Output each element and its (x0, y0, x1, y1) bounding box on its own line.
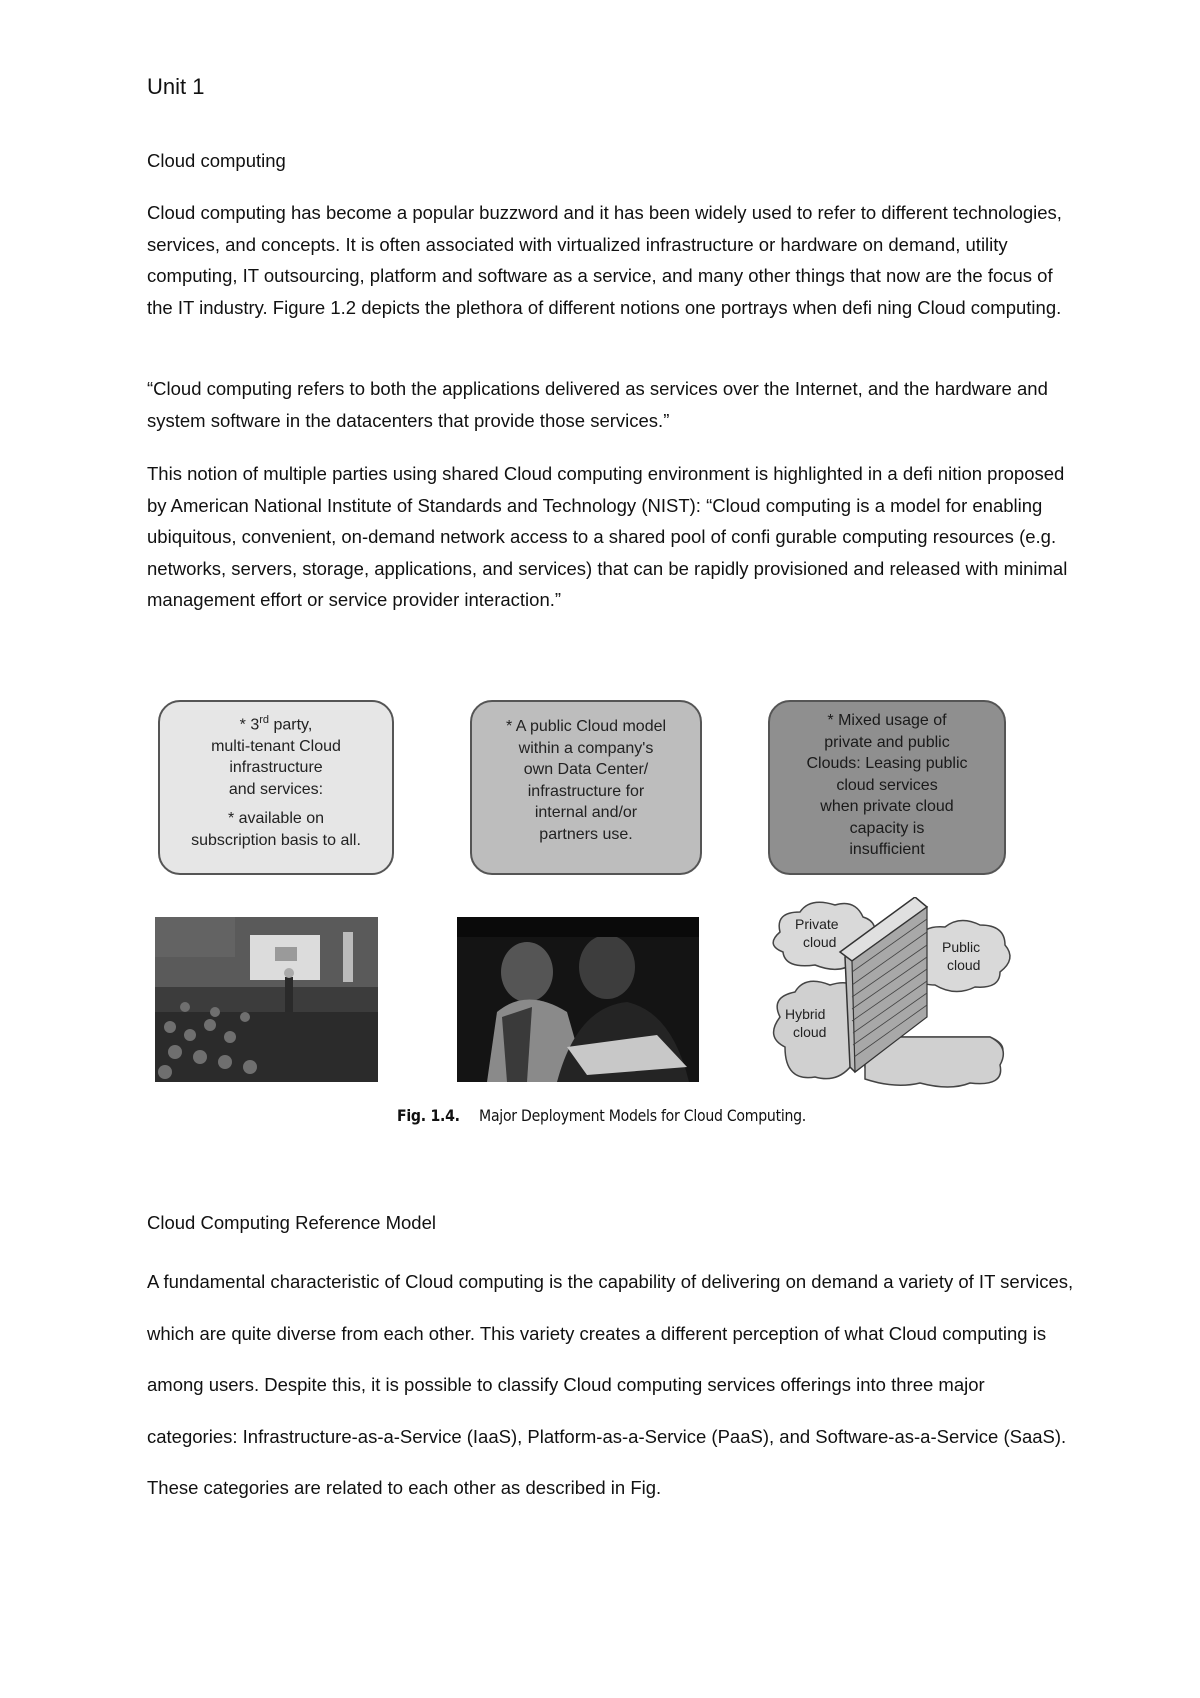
public-box-line1-sup: rd (259, 714, 270, 726)
section-heading-reference-model: Cloud Computing Reference Model (147, 1212, 436, 1233)
business-people-photo (457, 917, 699, 1082)
hybrid-cloud-label-line2: cloud (793, 1024, 827, 1040)
private-box-line4: infrastructure for (527, 782, 645, 800)
public-box-line2: multi-tenant Cloud (211, 737, 341, 755)
section-heading-cloud-computing: Cloud computing (147, 150, 286, 171)
public-box-line6: subscription basis to all. (191, 831, 361, 849)
public-cloud-description-box (158, 700, 394, 875)
paragraph-reference-model: A fundamental characteristic of Cloud computing is the capability of delivering on demand a variety of IT services, which are quite diverse from each other. This variety creates a different perception of what Cloud computing is among users. Despite this, it is possible to classify Cloud computing services offerings into three major categories: Infrastructure-as-a-Service (IaaS), Platform-as-a-Service (PaaS), and Software-as-a-Service (SaaS). These categories are related to each other as described in Fig. (147, 1271, 1074, 1498)
private-cloud-label-line2: cloud (803, 934, 837, 950)
figure-caption-text: Major Deployment Models for Cloud Computing. (479, 1106, 807, 1125)
private-box-line5: internal and/or (534, 804, 638, 821)
hybrid-box-line2: private and public (824, 733, 950, 751)
private-box-line3: own Data Center/ (523, 761, 649, 778)
audience-photo (155, 917, 378, 1082)
paragraph-nist-definition: This notion of multiple parties using shared Cloud computing environment is highlighted in a defi nition proposed by American National Institute of Standards and Technology (NIST): “Cloud computing is a model for enabling ubiquitous, convenient, on-demand network access to a shared pool of confi gurable computing resources (e.g. networks, servers, storage, applications, and services) that can be rapidly provisioned and released with minimal management effort or service provider interaction.” (147, 463, 1068, 610)
public-box-line3: infrastructure (229, 759, 323, 777)
figure-caption (397, 1106, 806, 1125)
public-cloud-label-line1: Public (942, 939, 981, 955)
hybrid-box-line3: Clouds: Leasing public (806, 755, 968, 772)
hybrid-box-line4: cloud services (836, 776, 938, 794)
private-cloud-label-line1: Private (795, 916, 839, 932)
hybrid-box-line7: insufficient (849, 841, 925, 858)
hybrid-cloud-description-box (768, 700, 1006, 875)
unit-title: Unit 1 (147, 74, 205, 99)
private-box-line1: * A public Cloud model (505, 718, 667, 735)
private-box-line2: within a company's (518, 739, 654, 757)
public-box-line4: and services: (228, 780, 324, 798)
public-box-line1-pre: * 3 (239, 716, 260, 734)
public-box-line5: * available on (227, 810, 325, 828)
private-cloud-description-box (470, 700, 702, 875)
hybrid-cloud-diagram (755, 897, 1015, 1089)
public-box-line1-post: party, (269, 716, 313, 734)
paragraph-quote: “Cloud computing refers to both the applications delivered as services over the Internet, and the hardware and system software in the datacenters that provide those services.” (147, 378, 1048, 431)
public-cloud-label-line2: cloud (947, 957, 981, 973)
hybrid-box-line5: when private cloud (820, 798, 954, 815)
paragraph-intro: Cloud computing has become a popular buzzword and it has been widely used to refer to different technologies, services, and concepts. It is often associated with virtualized infrastructure or hardware on demand, utility computing, IT outsourcing, platform and software as a service, and many other things that now are the focus of the IT industry. Figure 1.2 depicts the plethora of different notions one portrays when defi ning Cloud computing. (147, 202, 1062, 318)
figure-caption-label: Fig. 1.4. (397, 1106, 460, 1125)
hybrid-box-line6: capacity is (849, 819, 925, 837)
private-box-line6: partners use. (539, 825, 633, 843)
hybrid-box-line1: * Mixed usage of (827, 712, 947, 729)
hybrid-cloud-label-line1: Hybrid (785, 1006, 826, 1022)
